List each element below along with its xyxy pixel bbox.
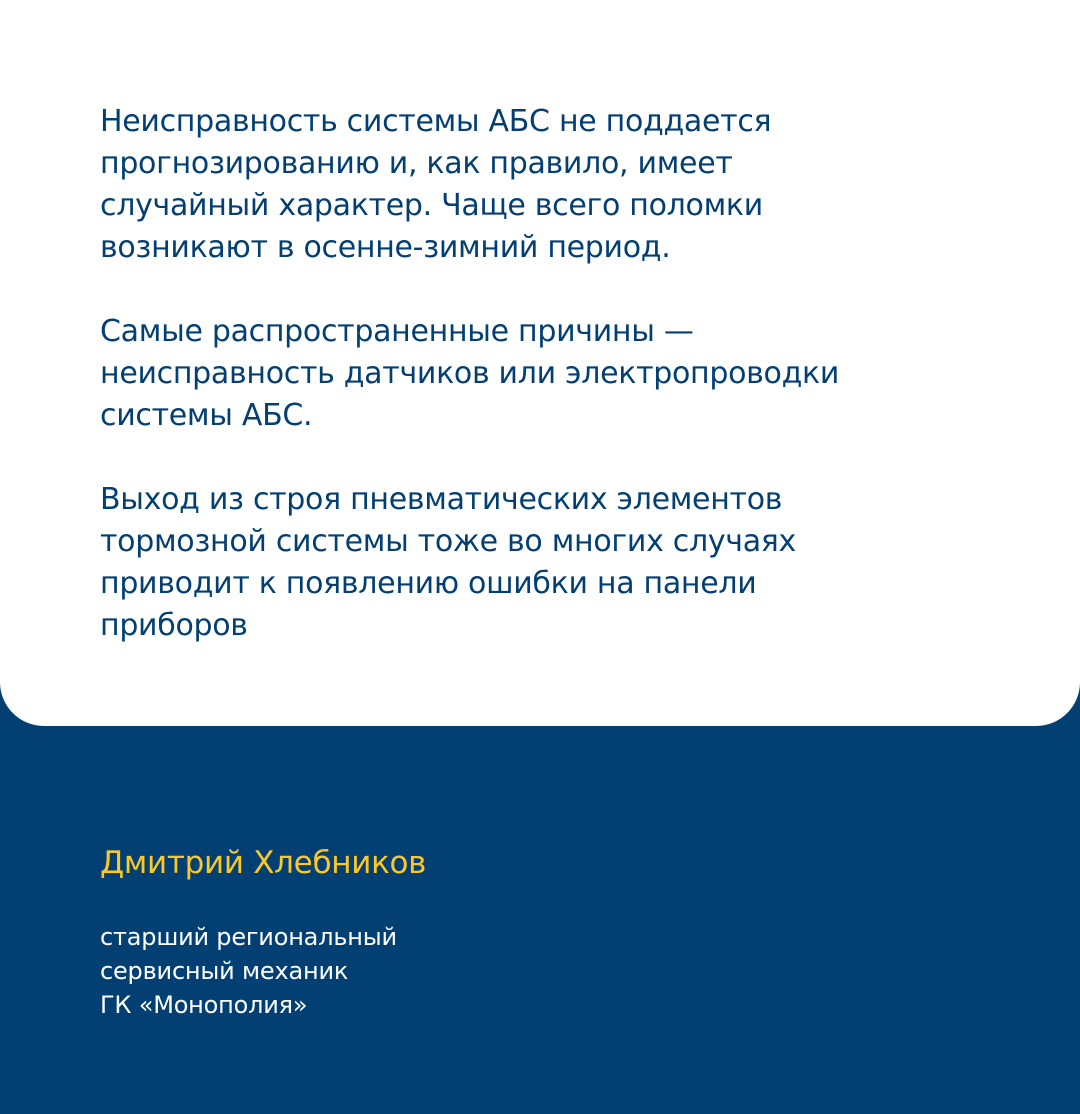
paragraph-common-causes: Самые распространенные причины — неисправность датчиков или электропроводки системы АБС.	[100, 314, 840, 433]
author-section	[0, 726, 1080, 1114]
author-name: Дмитрий Хлебников	[100, 845, 427, 881]
author-role: старший региональный сервисный механик ГК «Монополия»	[100, 923, 397, 1019]
paragraph-pneumatic-elements: Выход из строя пневматических элементов тормозной системы тоже во многих случаях приводит к появлению ошибки на панели приборов	[100, 482, 796, 643]
paragraph-abs-unpredictable: Неисправность системы АБС не поддается прогнозированию и, как правило, имеет случайный характер. Чаще всего поломки возникают в осенне-зимний период.	[100, 104, 772, 265]
